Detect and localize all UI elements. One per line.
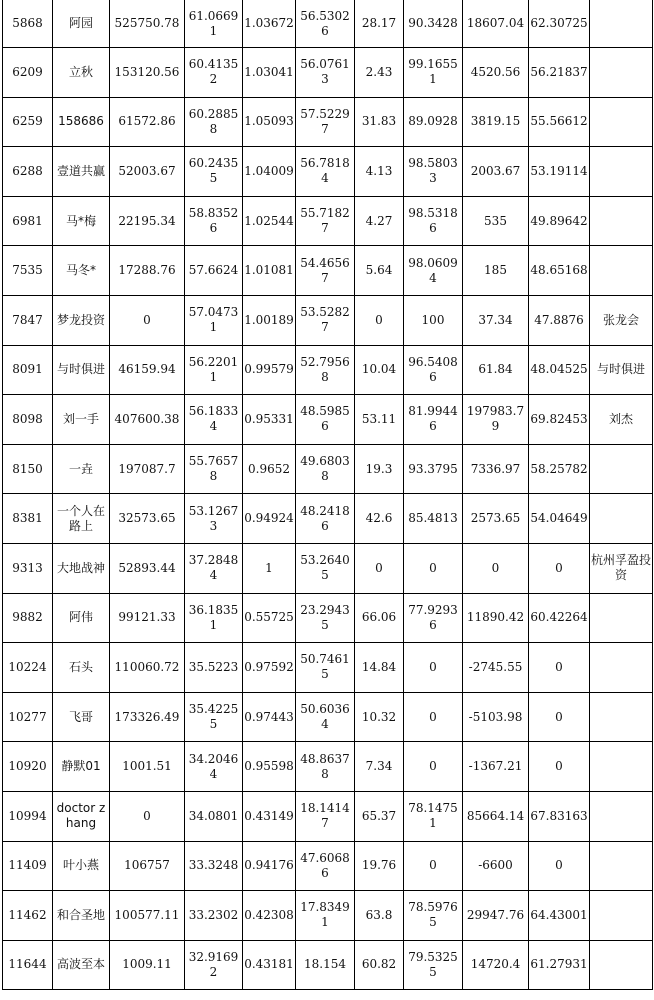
cell-amount: 52003.67: [110, 147, 185, 197]
cell-col-6: 56.78184: [296, 147, 355, 197]
cell-col-10: 47.8876: [529, 295, 590, 345]
cell-note: [590, 643, 653, 693]
cell-note: 与时俱进: [590, 345, 653, 395]
cell-col-7: 65.37: [355, 791, 404, 841]
cell-col-6: 17.83491: [296, 891, 355, 941]
cell-col-6: 48.86378: [296, 742, 355, 792]
cell-amount: 32573.65: [110, 494, 185, 544]
table-row: [3, 643, 653, 693]
cell-col-4: 57.04731: [185, 295, 243, 345]
cell-col-5: 0.94176: [243, 841, 296, 891]
cell-col-5: 1.05093: [243, 97, 296, 147]
cell-note: 张龙会: [590, 295, 653, 345]
table-body: [3, 0, 653, 990]
cell-col-7: 42.6: [355, 494, 404, 544]
cell-col-9: 14720.4: [463, 940, 529, 990]
cell-id: 9313: [3, 543, 53, 593]
cell-name: 梦龙投资: [53, 295, 110, 345]
cell-col-8: 90.3428: [404, 0, 463, 48]
cell-col-10: 56.21837: [529, 48, 590, 98]
cell-col-10: 58.25782: [529, 444, 590, 494]
cell-col-8: 89.0928: [404, 97, 463, 147]
cell-amount: 525750.78: [110, 0, 185, 48]
cell-col-8: 93.3795: [404, 444, 463, 494]
cell-id: 9882: [3, 593, 53, 643]
cell-col-7: 10.04: [355, 345, 404, 395]
cell-col-10: 49.89642: [529, 196, 590, 246]
cell-id: 11644: [3, 940, 53, 990]
ranking-table: [2, 0, 653, 990]
cell-name: 飞哥: [53, 692, 110, 742]
cell-col-9: 535: [463, 196, 529, 246]
cell-col-7: 53.11: [355, 395, 404, 445]
cell-col-6: 53.26405: [296, 543, 355, 593]
cell-col-8: 85.4813: [404, 494, 463, 544]
cell-col-5: 0.95598: [243, 742, 296, 792]
cell-col-4: 58.83526: [185, 196, 243, 246]
cell-note: [590, 444, 653, 494]
cell-note: [590, 692, 653, 742]
cell-note: [590, 246, 653, 296]
cell-col-6: 52.79568: [296, 345, 355, 395]
cell-col-8: 78.14751: [404, 791, 463, 841]
table-row: [3, 0, 653, 48]
table-row: [3, 97, 653, 147]
cell-col-5: 1: [243, 543, 296, 593]
cell-col-4: 35.5223: [185, 643, 243, 693]
cell-note: [590, 48, 653, 98]
cell-col-10: 0: [529, 841, 590, 891]
cell-col-8: 78.59765: [404, 891, 463, 941]
cell-col-9: 7336.97: [463, 444, 529, 494]
table-row: [3, 692, 653, 742]
cell-col-9: 11890.42: [463, 593, 529, 643]
cell-amount: 17288.76: [110, 246, 185, 296]
cell-col-7: 4.13: [355, 147, 404, 197]
cell-amount: 52893.44: [110, 543, 185, 593]
cell-name: 阿伟: [53, 593, 110, 643]
cell-col-4: 34.20464: [185, 742, 243, 792]
cell-col-7: 19.76: [355, 841, 404, 891]
cell-id: 6981: [3, 196, 53, 246]
cell-col-8: 81.99446: [404, 395, 463, 445]
cell-note: [590, 147, 653, 197]
table-row: [3, 444, 653, 494]
cell-col-5: 0.43149: [243, 791, 296, 841]
cell-col-5: 0.42308: [243, 891, 296, 941]
cell-note: [590, 0, 653, 48]
cell-col-4: 33.2302: [185, 891, 243, 941]
cell-name: 一垚: [53, 444, 110, 494]
cell-col-6: 54.46567: [296, 246, 355, 296]
cell-col-5: 0.94924: [243, 494, 296, 544]
cell-id: 8091: [3, 345, 53, 395]
cell-col-6: 50.74615: [296, 643, 355, 693]
cell-amount: 110060.72: [110, 643, 185, 693]
cell-col-7: 60.82: [355, 940, 404, 990]
cell-name: 石头: [53, 643, 110, 693]
cell-amount: 1009.11: [110, 940, 185, 990]
cell-name: 叶小燕: [53, 841, 110, 891]
cell-col-4: 53.12673: [185, 494, 243, 544]
cell-note: [590, 593, 653, 643]
cell-col-6: 23.29435: [296, 593, 355, 643]
cell-note: [590, 891, 653, 941]
cell-id: 10994: [3, 791, 53, 841]
cell-col-8: 0: [404, 543, 463, 593]
cell-col-7: 4.27: [355, 196, 404, 246]
cell-amount: 0: [110, 791, 185, 841]
table-row: [3, 295, 653, 345]
cell-col-5: 0.43181: [243, 940, 296, 990]
cell-amount: 46159.94: [110, 345, 185, 395]
cell-amount: 0: [110, 295, 185, 345]
cell-col-8: 79.53255: [404, 940, 463, 990]
cell-id: 6288: [3, 147, 53, 197]
cell-col-7: 2.43: [355, 48, 404, 98]
cell-col-10: 64.43001: [529, 891, 590, 941]
cell-col-6: 48.24186: [296, 494, 355, 544]
cell-col-9: 185: [463, 246, 529, 296]
cell-col-7: 14.84: [355, 643, 404, 693]
table-row: [3, 48, 653, 98]
table-row: [3, 940, 653, 990]
cell-col-7: 10.32: [355, 692, 404, 742]
cell-col-5: 0.99579: [243, 345, 296, 395]
cell-col-10: 69.82453: [529, 395, 590, 445]
cell-col-8: 96.54086: [404, 345, 463, 395]
cell-col-7: 28.17: [355, 0, 404, 48]
cell-col-9: -6600: [463, 841, 529, 891]
cell-col-6: 53.52827: [296, 295, 355, 345]
cell-amount: 153120.56: [110, 48, 185, 98]
cell-col-6: 57.52297: [296, 97, 355, 147]
cell-col-9: 3819.15: [463, 97, 529, 147]
cell-name: 马*梅: [53, 196, 110, 246]
cell-id: 11462: [3, 891, 53, 941]
cell-col-8: 0: [404, 841, 463, 891]
cell-name: 一个人在路上: [53, 494, 110, 544]
cell-col-6: 56.53026: [296, 0, 355, 48]
table-row: [3, 593, 653, 643]
cell-col-4: 33.3248: [185, 841, 243, 891]
cell-col-8: 98.53186: [404, 196, 463, 246]
cell-col-9: 37.34: [463, 295, 529, 345]
cell-id: 5868: [3, 0, 53, 48]
cell-note: [590, 196, 653, 246]
cell-col-5: 1.01081: [243, 246, 296, 296]
cell-col-9: -5103.98: [463, 692, 529, 742]
cell-col-4: 56.18334: [185, 395, 243, 445]
cell-col-8: 98.06094: [404, 246, 463, 296]
cell-col-5: 0.95331: [243, 395, 296, 445]
cell-col-4: 60.28858: [185, 97, 243, 147]
table-row: [3, 395, 653, 445]
table-row: [3, 891, 653, 941]
cell-col-4: 55.76578: [185, 444, 243, 494]
cell-col-7: 5.64: [355, 246, 404, 296]
cell-col-5: 0.55725: [243, 593, 296, 643]
cell-name: 158686: [53, 97, 110, 147]
cell-col-8: 98.58033: [404, 147, 463, 197]
cell-col-9: 85664.14: [463, 791, 529, 841]
cell-col-5: 1.04009: [243, 147, 296, 197]
cell-col-10: 0: [529, 643, 590, 693]
cell-name: 静默01: [53, 742, 110, 792]
cell-col-10: 55.56612: [529, 97, 590, 147]
cell-amount: 197087.7: [110, 444, 185, 494]
cell-note: [590, 791, 653, 841]
table-row: [3, 345, 653, 395]
cell-col-9: -2745.55: [463, 643, 529, 693]
cell-col-5: 1.02544: [243, 196, 296, 246]
cell-name: 高波至本: [53, 940, 110, 990]
cell-col-5: 1.03672: [243, 0, 296, 48]
cell-name: 立秋: [53, 48, 110, 98]
cell-amount: 106757: [110, 841, 185, 891]
cell-col-9: 2573.65: [463, 494, 529, 544]
cell-amount: 99121.33: [110, 593, 185, 643]
cell-col-4: 56.22011: [185, 345, 243, 395]
cell-col-10: 0: [529, 543, 590, 593]
cell-amount: 100577.11: [110, 891, 185, 941]
cell-col-4: 60.41352: [185, 48, 243, 98]
cell-col-10: 54.04649: [529, 494, 590, 544]
cell-note: 杭州孚盈投资: [590, 543, 653, 593]
cell-col-6: 48.59856: [296, 395, 355, 445]
cell-col-6: 50.60364: [296, 692, 355, 742]
cell-col-9: 4520.56: [463, 48, 529, 98]
cell-col-10: 48.04525: [529, 345, 590, 395]
table-row: [3, 791, 653, 841]
cell-col-7: 0: [355, 295, 404, 345]
table-row: [3, 147, 653, 197]
cell-col-8: 100: [404, 295, 463, 345]
cell-amount: 1001.51: [110, 742, 185, 792]
cell-col-4: 35.42255: [185, 692, 243, 742]
cell-col-4: 34.0801: [185, 791, 243, 841]
cell-col-8: 99.16551: [404, 48, 463, 98]
cell-name: 和合圣地: [53, 891, 110, 941]
cell-col-10: 0: [529, 692, 590, 742]
cell-col-5: 1.00189: [243, 295, 296, 345]
cell-note: [590, 742, 653, 792]
cell-col-5: 0.97443: [243, 692, 296, 742]
cell-col-4: 60.24355: [185, 147, 243, 197]
cell-col-6: 47.60686: [296, 841, 355, 891]
cell-col-7: 7.34: [355, 742, 404, 792]
cell-id: 10224: [3, 643, 53, 693]
cell-id: 7847: [3, 295, 53, 345]
cell-id: 8381: [3, 494, 53, 544]
cell-col-8: 0: [404, 742, 463, 792]
cell-note: [590, 97, 653, 147]
cell-col-7: 19.3: [355, 444, 404, 494]
cell-note: 刘杰: [590, 395, 653, 445]
cell-col-5: 1.03041: [243, 48, 296, 98]
cell-col-4: 36.18351: [185, 593, 243, 643]
cell-col-6: 49.68038: [296, 444, 355, 494]
cell-id: 6259: [3, 97, 53, 147]
cell-col-4: 57.6624: [185, 246, 243, 296]
cell-id: 7535: [3, 246, 53, 296]
cell-col-6: 18.14147: [296, 791, 355, 841]
cell-name: 大地战神: [53, 543, 110, 593]
cell-col-10: 53.19114: [529, 147, 590, 197]
cell-name: 阿园: [53, 0, 110, 48]
cell-amount: 61572.86: [110, 97, 185, 147]
cell-col-8: 0: [404, 692, 463, 742]
table-row: [3, 494, 653, 544]
cell-name: 与时俱进: [53, 345, 110, 395]
cell-col-6: 56.07613: [296, 48, 355, 98]
cell-note: [590, 940, 653, 990]
cell-col-4: 37.28484: [185, 543, 243, 593]
cell-name: 壹道共赢: [53, 147, 110, 197]
cell-col-10: 67.83163: [529, 791, 590, 841]
cell-col-9: 29947.76: [463, 891, 529, 941]
cell-col-5: 0.97592: [243, 643, 296, 693]
cell-name: 刘一手: [53, 395, 110, 445]
table-row: [3, 543, 653, 593]
cell-id: 10277: [3, 692, 53, 742]
cell-col-7: 66.06: [355, 593, 404, 643]
cell-col-8: 0: [404, 643, 463, 693]
cell-col-10: 48.65168: [529, 246, 590, 296]
table-row: [3, 196, 653, 246]
cell-col-9: 2003.67: [463, 147, 529, 197]
cell-col-5: 0.9652: [243, 444, 296, 494]
cell-col-10: 61.27931: [529, 940, 590, 990]
cell-id: 10920: [3, 742, 53, 792]
cell-amount: 407600.38: [110, 395, 185, 445]
cell-id: 11409: [3, 841, 53, 891]
cell-id: 8150: [3, 444, 53, 494]
cell-name: 马冬*: [53, 246, 110, 296]
cell-name: doctor zhang: [53, 791, 110, 841]
cell-id: 8098: [3, 395, 53, 445]
cell-note: [590, 494, 653, 544]
cell-col-6: 55.71827: [296, 196, 355, 246]
cell-amount: 22195.34: [110, 196, 185, 246]
table-row: [3, 841, 653, 891]
cell-col-7: 31.83: [355, 97, 404, 147]
cell-col-4: 32.91692: [185, 940, 243, 990]
cell-note: [590, 841, 653, 891]
cell-col-6: 18.154: [296, 940, 355, 990]
cell-col-9: 61.84: [463, 345, 529, 395]
cell-id: 6209: [3, 48, 53, 98]
cell-col-9: 197983.79: [463, 395, 529, 445]
cell-col-9: 0: [463, 543, 529, 593]
cell-col-9: 18607.04: [463, 0, 529, 48]
cell-col-8: 77.92936: [404, 593, 463, 643]
cell-col-4: 61.06691: [185, 0, 243, 48]
cell-col-10: 60.42264: [529, 593, 590, 643]
table-row: [3, 742, 653, 792]
cell-col-7: 0: [355, 543, 404, 593]
cell-col-10: 0: [529, 742, 590, 792]
cell-col-10: 62.30725: [529, 0, 590, 48]
cell-amount: 173326.49: [110, 692, 185, 742]
cell-col-7: 63.8: [355, 891, 404, 941]
table-row: [3, 246, 653, 296]
cell-col-9: -1367.21: [463, 742, 529, 792]
